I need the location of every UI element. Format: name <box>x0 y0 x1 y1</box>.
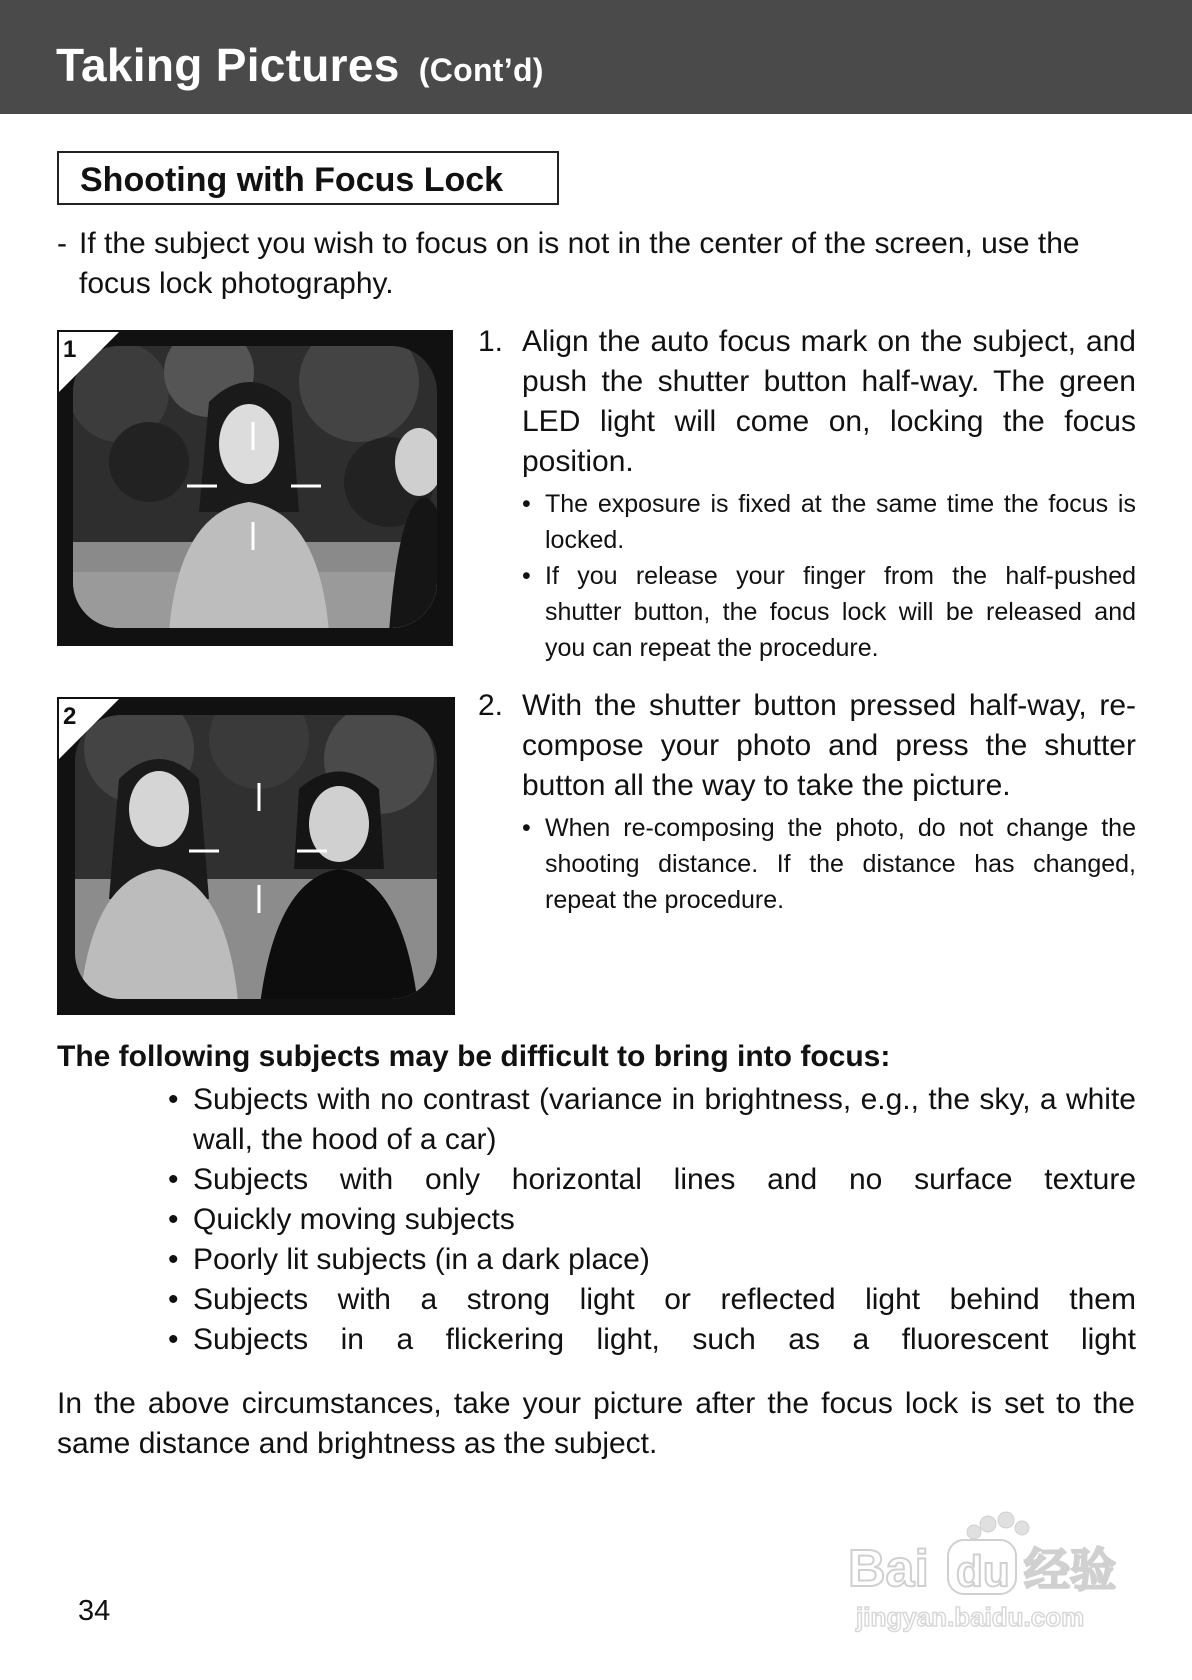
step-2-number: 2. <box>478 689 504 722</box>
difficult-heading: The following subjects may be difficult to bring into focus: <box>57 1040 891 1073</box>
step-1-note: • The exposure is fixed at the same time the focus is locked. <box>522 486 1136 558</box>
intro-paragraph <box>57 224 1135 304</box>
viewfinder-image-1 <box>59 332 451 644</box>
page-title-suffix: (Cont’d) <box>418 52 544 88</box>
intro-dash: - <box>57 227 67 260</box>
list-item: • Subjects in a flickering light, such as a fluorescent light <box>168 1320 1136 1360</box>
photo-label-2: 2 <box>63 703 77 730</box>
difficult-list <box>168 1080 1136 1360</box>
photo-1 <box>57 330 453 646</box>
closing-paragraph: In the above circumstances, take your picture after the focus lock is set to the same distance and brightness as the subject. <box>57 1387 1135 1460</box>
step-2-note: • When re-composing the photo, do not change the shooting distance. If the distance has changed, repeat the procedure. <box>522 810 1136 918</box>
section-title-box <box>57 151 559 205</box>
section-title: Shooting with Focus Lock <box>80 161 504 199</box>
page-number: 34 <box>78 1595 111 1627</box>
list-item: • Subjects with no contrast (variance in brightness, e.g., the sky, a white wall, the hood of a car) <box>168 1080 1136 1160</box>
step-1-number: 1. <box>478 325 504 358</box>
step-1 <box>478 322 1136 666</box>
baidu-watermark-logo <box>838 1506 1138 1636</box>
photo-2 <box>57 697 455 1015</box>
page-title <box>56 38 544 92</box>
svg-text:Bai: Bai <box>848 1540 929 1598</box>
viewfinder-image-2 <box>59 699 453 1013</box>
step-1-text: Align the auto focus mark on the subject, and push the shutter button half-way. The green LED light will come on, locking the focus position. <box>522 325 1136 478</box>
step-2-text: With the shutter button pressed half-way, re-compose your photo and press the shutter button all the way to take the picture. <box>522 689 1136 802</box>
photo-label-1: 1 <box>63 336 77 363</box>
step-1-notes <box>522 486 1136 666</box>
list-item: • Subjects with only horizontal lines and no surface texture <box>168 1160 1136 1200</box>
list-item: • Subjects with a strong light or reflected light behind them <box>168 1280 1136 1320</box>
list-item: • Quickly moving subjects <box>168 1200 1136 1240</box>
header-bar <box>0 0 1192 114</box>
list-item: • Poorly lit subjects (in a dark place) <box>168 1240 1136 1280</box>
svg-text:经验: 经验 <box>1024 1543 1116 1597</box>
svg-text:jingyan.baidu.com: jingyan.baidu.com <box>856 1602 1085 1632</box>
page-title-text: Taking Pictures <box>56 39 400 91</box>
step-2-notes <box>522 810 1136 918</box>
step-1-note: • If you release your finger from the half-pushed shutter button, the focus lock will be released and you can repeat the procedure. <box>522 558 1136 666</box>
intro-text: If the subject you wish to focus on is not in the center of the screen, use the focus lock photography. <box>79 227 1080 300</box>
svg-text:du: du <box>956 1547 1010 1596</box>
step-2 <box>478 686 1136 918</box>
